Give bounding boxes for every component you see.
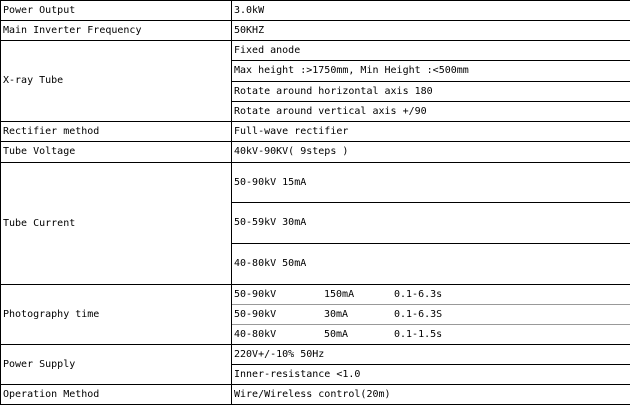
xray-tube-value: Fixed anode: [232, 41, 630, 61]
photography-time-row: [232, 285, 630, 305]
tube-current-value: 40-80kV 50mA: [232, 244, 630, 285]
photography-time-range: 0.1-6.3S: [394, 309, 442, 321]
tube-voltage-label: Tube Voltage: [1, 142, 232, 163]
photography-time-row: [232, 325, 630, 345]
photography-time-voltage: 40-80kV: [234, 329, 324, 341]
tube-current-label: Tube Current: [1, 163, 232, 285]
photography-time-range: 0.1-6.3s: [394, 289, 442, 301]
photography-time-row: [232, 305, 630, 325]
photography-time-current: 150mA: [324, 289, 394, 301]
xray-tube-value: Rotate around vertical axis +/90: [232, 102, 630, 122]
rectifier-method-label: Rectifier method: [1, 122, 232, 142]
main-inverter-frequency-value: 50KHZ: [232, 21, 630, 41]
power-supply-label: Power Supply: [1, 345, 232, 385]
tube-current-value: 50-59kV 30mA: [232, 203, 630, 244]
xray-tube-value: Rotate around horizontal axis 180: [232, 82, 630, 102]
photography-time-current: 30mA: [324, 309, 394, 321]
operation-method-label: Operation Method: [1, 385, 232, 405]
power-supply-value: Inner-resistance <1.0: [232, 365, 630, 385]
operation-method-value: Wire/Wireless control(20m): [232, 385, 630, 405]
tube-current-value: 50-90kV 15mA: [232, 163, 630, 203]
photography-time-current: 50mA: [324, 329, 394, 341]
photography-time-voltage: 50-90kV: [234, 289, 324, 301]
photography-time-voltage: 50-90kV: [234, 309, 324, 321]
xray-tube-value: Max height :>1750mm, Min Height :<500mm: [232, 61, 630, 82]
rectifier-method-value: Full-wave rectifier: [232, 122, 630, 142]
photography-time-label: Photography time: [1, 285, 232, 345]
power-output-value: 3.0kW: [232, 1, 630, 21]
power-supply-value: 220V+/-10% 50Hz: [232, 345, 630, 365]
xray-tube-label: X-ray Tube: [1, 41, 232, 122]
tube-voltage-value: 40kV-90KV( 9steps ): [232, 142, 630, 163]
main-inverter-frequency-label: Main Inverter Frequency: [1, 21, 232, 41]
power-output-label: Power Output: [1, 1, 232, 21]
photography-time-range: 0.1-1.5s: [394, 329, 442, 341]
